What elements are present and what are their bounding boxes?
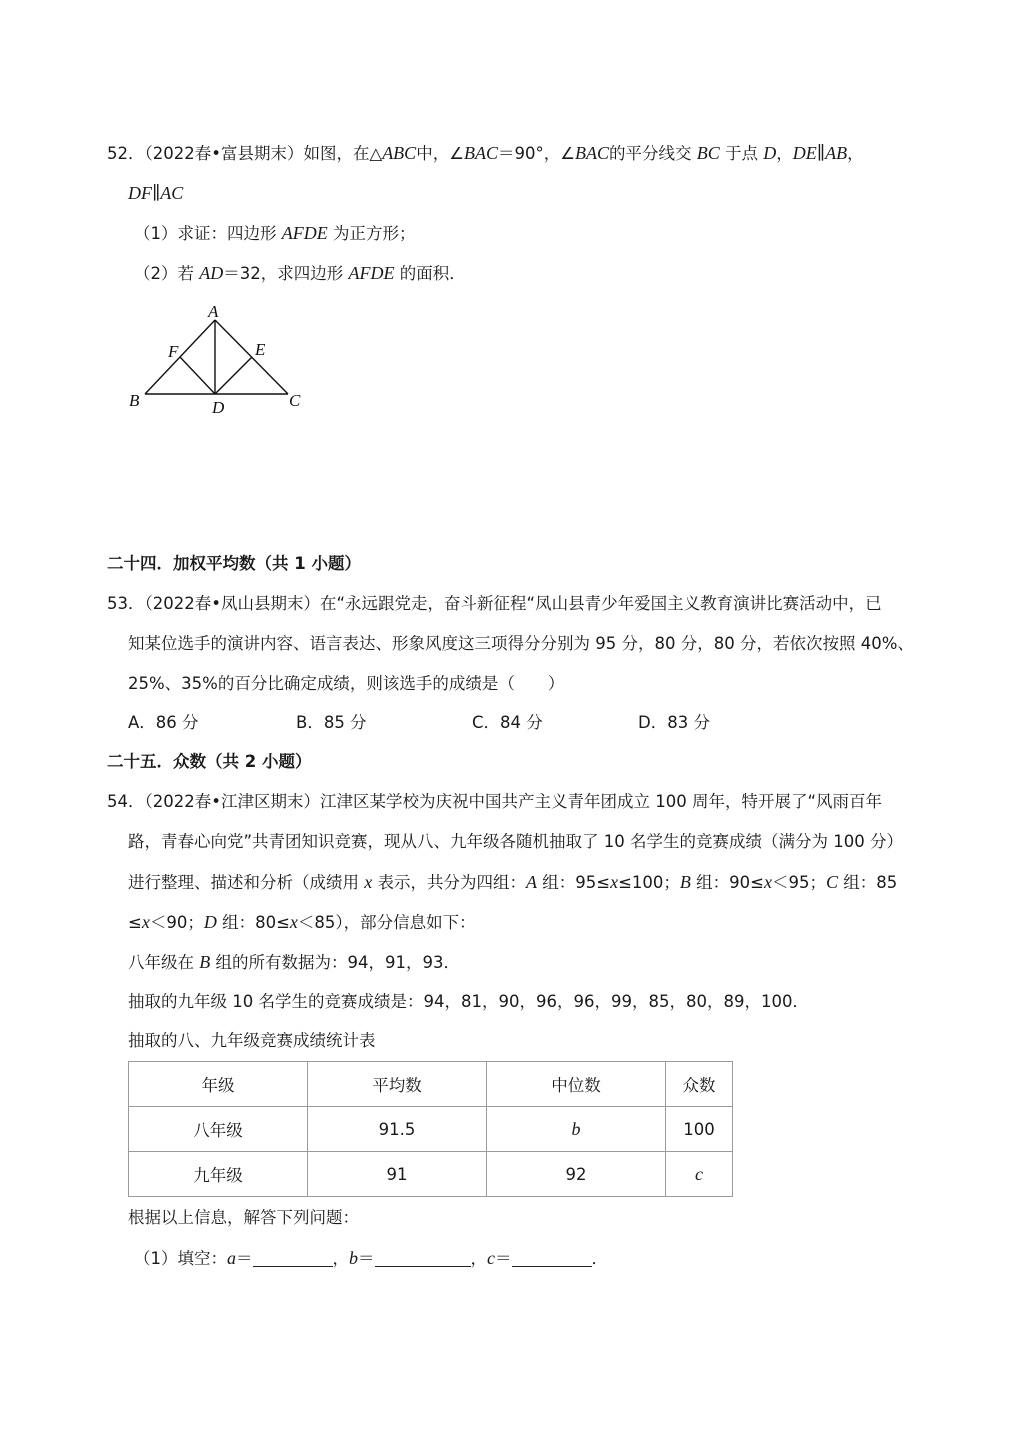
q54-text: 组的所有数据为：94，91，93． bbox=[215, 953, 460, 972]
q52-var: BC bbox=[696, 143, 720, 163]
q52-var: BAC bbox=[575, 143, 610, 163]
q54-text: ， bbox=[470, 1249, 487, 1268]
q54-var: a bbox=[227, 1248, 236, 1268]
q54-text: 组：85 bbox=[843, 873, 898, 892]
segment-de bbox=[215, 357, 252, 394]
q52-text: 的平分线交 bbox=[609, 144, 692, 163]
q54-stats-table bbox=[128, 1061, 733, 1197]
answer-blank-c[interactable] bbox=[512, 1248, 592, 1267]
q52-part1-tail: 为正方形； bbox=[332, 224, 416, 243]
q54-text: 表示，共分为四组： bbox=[377, 873, 526, 892]
point-label-b: B bbox=[129, 391, 140, 410]
q54-text: 组：90≤ bbox=[696, 873, 764, 892]
table-header-cell: 平均数 bbox=[308, 1062, 487, 1107]
segment-fd bbox=[180, 357, 215, 394]
q52-var: BAC bbox=[463, 143, 498, 163]
q54-var: C bbox=[825, 872, 838, 892]
q52-var: AD bbox=[199, 263, 224, 283]
q52-var: DE∥AB bbox=[792, 143, 848, 163]
q52-var: AFDE bbox=[348, 263, 395, 283]
q53-line3: 25%、35%的百分比确定成绩，则该选手的成绩是（ ） bbox=[128, 674, 565, 693]
q53-choice-c: C．84 分 bbox=[472, 713, 543, 732]
q54-fill-blanks bbox=[134, 1246, 608, 1271]
q53-line2: 知某位选手的演讲内容、语言表达、形象风度这三项得分分别为 95 分，80 分，80 分，若依次按照 40%、 bbox=[128, 634, 914, 653]
q54-var: x bbox=[610, 872, 619, 892]
q54-text: ≤100； bbox=[618, 873, 680, 892]
table-cell-var: c bbox=[695, 1163, 703, 1184]
q52-part1 bbox=[134, 221, 415, 246]
q54-text: ． bbox=[591, 1249, 608, 1268]
q54-text: 组：95≤ bbox=[542, 873, 611, 892]
q54-var: x bbox=[763, 872, 772, 892]
point-label-f: F bbox=[168, 342, 179, 361]
section-heading-weighted-mean: 二十四．加权平均数（共 1 小题） bbox=[107, 554, 361, 573]
q52-part2-label: （2）若 bbox=[134, 264, 194, 283]
q54-fill-label: （1）填空： bbox=[134, 1249, 227, 1268]
q54-var: D bbox=[203, 912, 217, 932]
q52-text: 于点 bbox=[725, 144, 759, 163]
table-cell bbox=[487, 1107, 666, 1152]
q52-var: ABC bbox=[382, 143, 417, 163]
q52-part2-tail: 的面积． bbox=[399, 264, 466, 283]
q54-text: ， bbox=[332, 1249, 349, 1268]
point-label-c: C bbox=[289, 391, 301, 410]
table-cell: 八年级 bbox=[129, 1107, 308, 1152]
table-cell: 100 bbox=[666, 1107, 733, 1152]
q54-line1: 54．（2022春•江津区期末）江津区某学校为庆祝中国共产主义青年团成立 100 周年，特开展了“风雨百年 bbox=[107, 792, 883, 811]
q52-figure bbox=[120, 300, 320, 420]
q54-text: ＜90； bbox=[149, 913, 204, 932]
q52-text: ， bbox=[847, 144, 864, 163]
q52-number: 52． bbox=[107, 144, 145, 163]
q52-part1-label: （1）求证：四边形 bbox=[134, 224, 277, 243]
point-label-a: A bbox=[208, 302, 219, 321]
table-cell: 91.5 bbox=[308, 1107, 487, 1152]
q53-choice-a: A．86 分 bbox=[128, 713, 199, 732]
q54-prompt: 根据以上信息，解答下列问题： bbox=[128, 1208, 359, 1227]
table-header-cell: 年级 bbox=[129, 1062, 308, 1107]
table-header-cell: 中位数 bbox=[487, 1062, 666, 1107]
q54-line2: 路，青春心向党”共青团知识竞赛，现从八、九年级各随机抽取了 10 名学生的竞赛成绩（满分为 100 分） bbox=[128, 832, 904, 851]
q54-line3 bbox=[128, 870, 897, 895]
q54-grade9-scores: 抽取的九年级 10 名学生的竞赛成绩是：94，81，90，96，96，99，85，80，89，100． bbox=[128, 992, 809, 1011]
table-header-cell: 众数 bbox=[666, 1062, 733, 1107]
q54-text: ＝ bbox=[236, 1249, 253, 1268]
q53-line1: 53．（2022春•凤山县期末）在“永远跟党走，奋斗新征程“凤山县青少年爱国主义教育演讲比赛活动中，已 bbox=[107, 594, 882, 613]
q54-var: x bbox=[364, 872, 373, 892]
q52-var: D bbox=[763, 143, 777, 163]
point-label-d: D bbox=[212, 398, 225, 417]
q52-line1 bbox=[107, 141, 864, 166]
q54-var: x bbox=[141, 912, 150, 932]
q52-text: ， bbox=[776, 144, 793, 163]
q54-line4 bbox=[128, 910, 476, 935]
table-cell: 九年级 bbox=[129, 1152, 308, 1197]
answer-blank-a[interactable] bbox=[253, 1248, 333, 1267]
q54-text: ＜85），部分信息如下： bbox=[297, 913, 476, 932]
q54-table-caption: 抽取的八、九年级竞赛成绩统计表 bbox=[128, 1031, 376, 1050]
table-cell: 91 bbox=[308, 1152, 487, 1197]
q52-part2-mid: ＝32，求四边形 bbox=[223, 264, 344, 283]
q52-text: ＝90°，∠ bbox=[497, 144, 576, 163]
q54-var: c bbox=[487, 1248, 495, 1268]
q54-var: x bbox=[289, 912, 298, 932]
table-row bbox=[129, 1107, 733, 1152]
answer-blank-b[interactable] bbox=[375, 1248, 471, 1267]
q54-var: A bbox=[526, 872, 537, 892]
table-cell: 92 bbox=[487, 1152, 666, 1197]
table-cell bbox=[666, 1152, 733, 1197]
q52-line2 bbox=[128, 181, 183, 206]
table-cell-var: b bbox=[571, 1118, 581, 1139]
q53-choice-b: B．85 分 bbox=[296, 713, 367, 732]
q54-text: 八年级在 bbox=[128, 953, 194, 972]
q54-text: ＝ bbox=[358, 1249, 375, 1268]
q52-text: 如图，在△ bbox=[303, 144, 383, 163]
q54-text: 进行整理、描述和分析（成绩用 bbox=[128, 873, 359, 892]
q54-var: b bbox=[349, 1248, 358, 1268]
section-heading-mode: 二十五．众数（共 2 小题） bbox=[107, 752, 312, 771]
q54-grade8-b-group bbox=[128, 950, 460, 975]
q54-text: 组：80≤ bbox=[222, 913, 290, 932]
table-row bbox=[129, 1152, 733, 1197]
q52-var: DF∥AC bbox=[128, 183, 184, 203]
point-label-e: E bbox=[255, 340, 266, 359]
q52-source: （2022春•富县期末） bbox=[144, 144, 304, 163]
q54-var: B bbox=[679, 872, 691, 892]
q53-choice-d: D．83 分 bbox=[638, 713, 710, 732]
q54-text: ≤ bbox=[128, 913, 142, 932]
q52-text: 中，∠ bbox=[416, 144, 464, 163]
table-header-row bbox=[129, 1062, 733, 1107]
q52-part2 bbox=[134, 261, 466, 286]
q54-text: ＝ bbox=[495, 1249, 512, 1268]
q54-var: B bbox=[199, 952, 211, 972]
q54-text: ＜95； bbox=[771, 873, 826, 892]
q52-var: AFDE bbox=[281, 223, 328, 243]
